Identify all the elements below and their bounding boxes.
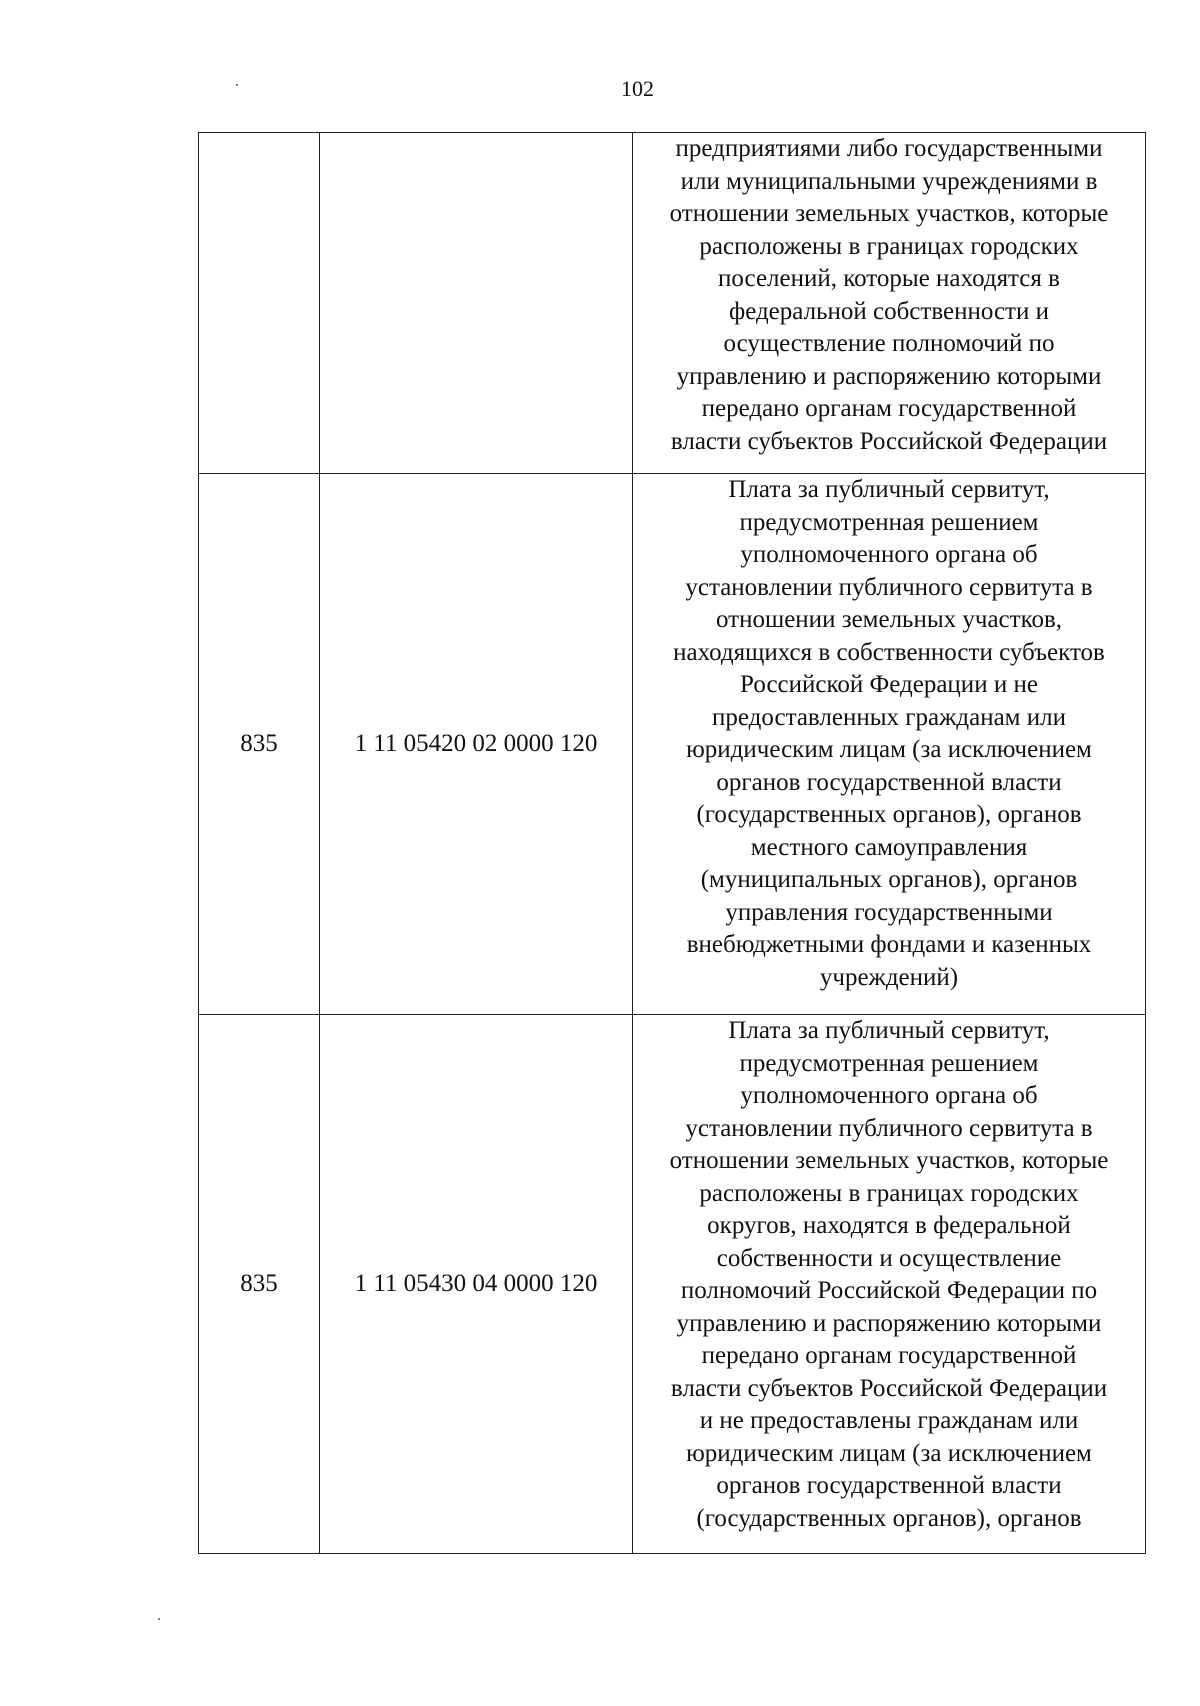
budget-code-cell	[320, 133, 633, 474]
description-line: отношении земельных участков,	[715, 606, 1063, 633]
description-line: отношении земельных участков, которые	[669, 200, 1109, 227]
description-line: (государственных органов), органов	[696, 801, 1082, 828]
description-line: (государственных органов), органов	[696, 1504, 1082, 1532]
description-line: предусмотренная решением	[739, 508, 1039, 536]
description-line: Плата за публичный сервитут,	[728, 476, 1050, 503]
description-cell	[633, 474, 1146, 1015]
description-line: федеральной собственности и	[729, 297, 1049, 325]
description-line: Плата за публичный сервитут,	[728, 1017, 1050, 1044]
description-line: установлении публичного сервитута в	[685, 573, 1093, 601]
budget-code-cell: 1 11 05420 02 0000 120	[320, 474, 633, 1015]
description-line: или муниципальными учреждениями в	[680, 167, 1098, 195]
description-line: учреждений)	[819, 963, 959, 991]
description-line: осуществление полномочий по	[723, 330, 1055, 357]
description-line: Российской Федерации и не	[740, 671, 1038, 698]
description-line: органов государственной власти	[716, 768, 1062, 796]
description-line: передано органам государственной	[701, 395, 1077, 422]
description-line: предусмотренная решением	[739, 1049, 1039, 1077]
description-line: юридическим лицам (за исключением	[686, 736, 1092, 763]
description-line: уполномоченного органа об	[740, 1082, 1038, 1109]
scan-speck	[236, 84, 238, 86]
page-number: 102	[621, 76, 654, 101]
description-line: отношении земельных участков, которые	[669, 1147, 1109, 1174]
description-line: предприятиями либо государственными	[675, 135, 1103, 162]
budget-code-cell: 1 11 05430 04 0000 120	[320, 1015, 633, 1554]
description-line: расположены в границах городских	[699, 232, 1079, 260]
description-line: управлению и распоряжению которыми	[676, 362, 1102, 390]
description-line: находящихся в собственности субъектов	[673, 638, 1105, 666]
table-row	[199, 1015, 1146, 1554]
description-line: поселений, которые находятся в	[718, 265, 1060, 292]
description-line: передано органам государственной	[701, 1342, 1077, 1369]
scan-speck	[158, 1618, 160, 1620]
description-line: юридическим лицам (за исключением	[686, 1439, 1092, 1467]
table-row	[199, 133, 1146, 474]
description-line: управлению и распоряжению которыми	[676, 1309, 1102, 1337]
description-line: собственности и осуществление	[716, 1244, 1062, 1272]
description-line: (муниципальных органов), органов	[700, 866, 1078, 893]
description-line: предоставленных гражданам или	[712, 703, 1066, 731]
description-line: и не предоставлены гражданам или	[699, 1407, 1079, 1434]
table-body	[199, 133, 1146, 1554]
description-cell	[633, 133, 1146, 474]
description-line: установлении публичного сервитута в	[685, 1114, 1093, 1142]
description-line: местного самоуправления	[750, 833, 1028, 861]
admin-code-cell: 835	[199, 1015, 320, 1554]
description-line: округов, находятся в федеральной	[707, 1212, 1071, 1239]
admin-code-cell	[199, 133, 320, 474]
description-line: власти субъектов Российской Федерации	[670, 427, 1108, 455]
description-line: управления государственными	[725, 898, 1053, 926]
description-line: расположены в границах городских	[699, 1179, 1079, 1207]
description-line: органов государственной власти	[716, 1472, 1062, 1499]
table-row	[199, 474, 1146, 1015]
admin-code-cell: 835	[199, 474, 320, 1015]
description-line: внебюджетными фондами и казенных	[686, 931, 1092, 958]
description-cell	[633, 1015, 1146, 1554]
description-line: полномочий Российской Федерации по	[680, 1277, 1098, 1304]
budget-codes-table	[198, 132, 1146, 1554]
description-line: власти субъектов Российской Федерации	[670, 1374, 1108, 1402]
description-line: уполномоченного органа об	[740, 541, 1038, 568]
